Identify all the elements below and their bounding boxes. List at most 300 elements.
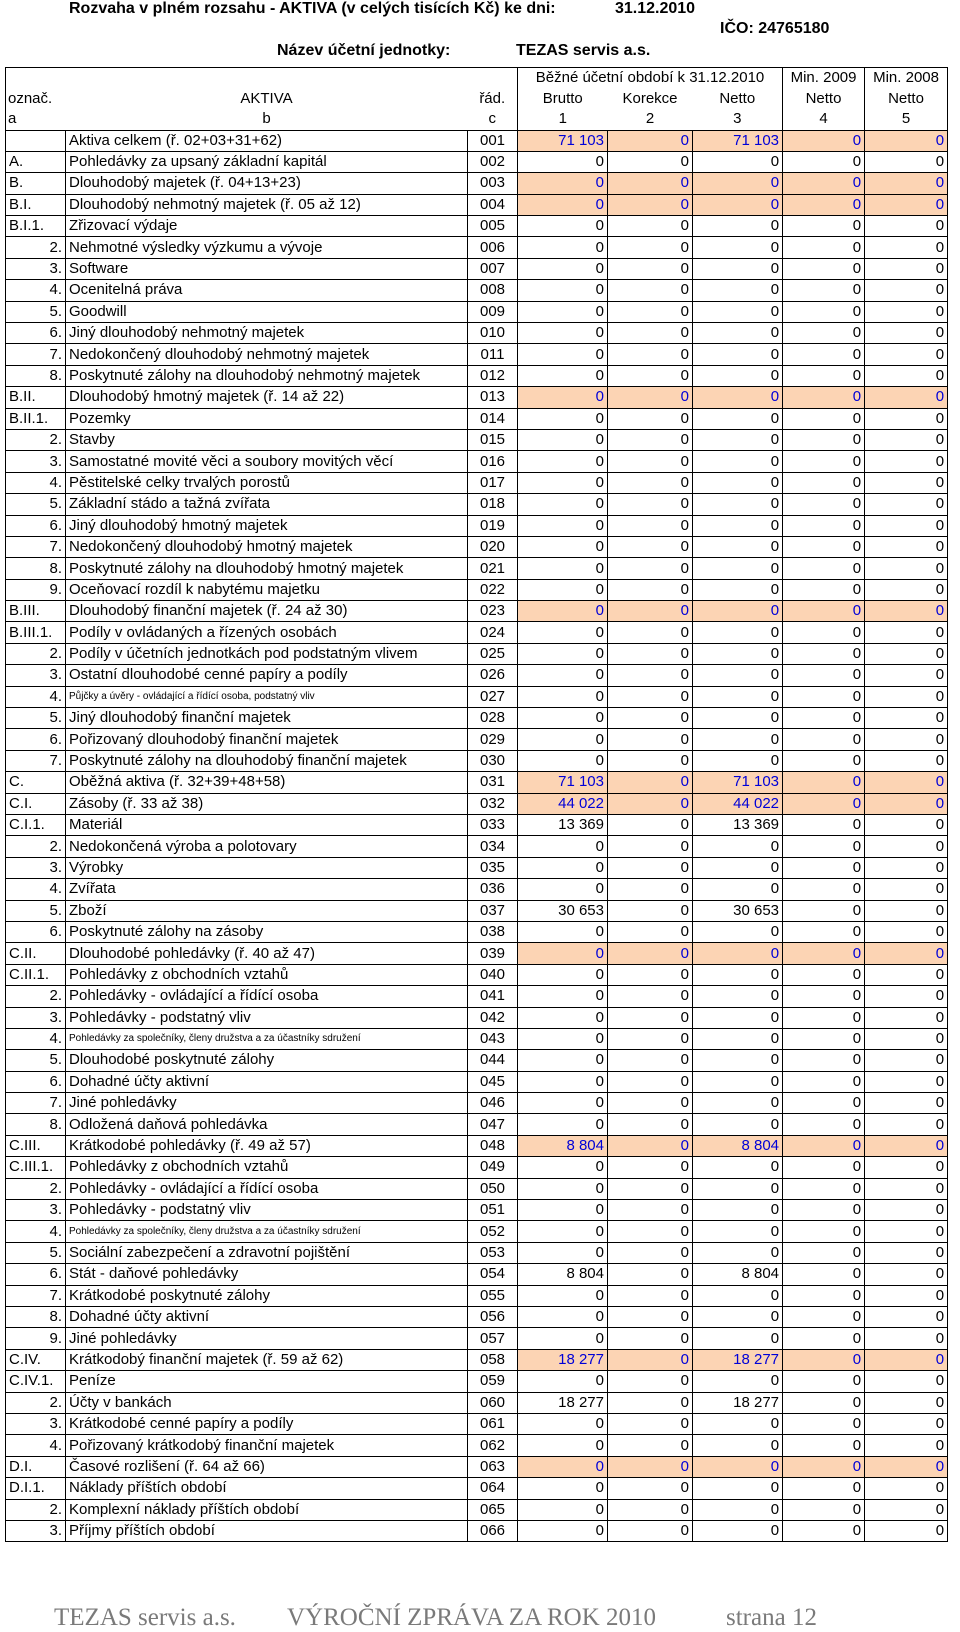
netto-2009-value: 0 (783, 836, 865, 857)
netto-2008-value: 0 (865, 750, 948, 771)
oznac-header: označ. (6, 89, 66, 110)
korekce-value: 0 (608, 708, 693, 729)
table-row (6, 857, 948, 878)
korekce-value: 0 (608, 964, 693, 985)
netto-2008-value: 0 (865, 1456, 948, 1477)
row-code: B.III. (6, 601, 66, 622)
netto-value: 0 (693, 750, 783, 771)
brutto-value: 0 (518, 258, 608, 279)
row-code: 5. (6, 494, 66, 515)
brutto-value: 8 804 (518, 1264, 608, 1285)
table-row (6, 986, 948, 1007)
row-code: 2. (6, 1178, 66, 1199)
row-number: 009 (468, 301, 518, 322)
korekce-value: 0 (608, 1028, 693, 1049)
table-row (6, 1371, 948, 1392)
netto-value: 0 (693, 1221, 783, 1242)
row-name: Pozemky (66, 408, 468, 429)
brutto-value: 0 (518, 1413, 608, 1434)
row-name: Dohadné účty aktivní (66, 1306, 468, 1327)
netto-value: 18 277 (693, 1392, 783, 1413)
netto-2009-value: 0 (783, 558, 865, 579)
brutto-value: 0 (518, 194, 608, 215)
korekce-value: 0 (608, 1499, 693, 1520)
row-name: Podíly v účetních jednotkách pod podstatným vlivem (66, 643, 468, 664)
korekce-value: 0 (608, 1349, 693, 1370)
row-number: 020 (468, 536, 518, 557)
brutto-value: 0 (518, 429, 608, 450)
row-code: 6. (6, 729, 66, 750)
netto-value: 0 (693, 836, 783, 857)
netto-2008-value: 0 (865, 173, 948, 194)
row-name: Pohledávky z obchodních vztahů (66, 964, 468, 985)
row-code (6, 130, 66, 151)
netto-2008-value: 0 (865, 1435, 948, 1456)
row-name: Pěstitelské celky trvalých porostů (66, 472, 468, 493)
netto-2008-value: 0 (865, 729, 948, 750)
korekce-value: 0 (608, 1221, 693, 1242)
row-code: C.I. (6, 793, 66, 814)
row-name: Materiál (66, 815, 468, 836)
brutto-value: 0 (518, 750, 608, 771)
table-row (6, 451, 948, 472)
brutto-value: 0 (518, 601, 608, 622)
brutto-value: 0 (518, 301, 608, 322)
row-name: Náklady příštích období (66, 1478, 468, 1499)
brutto-value: 0 (518, 1200, 608, 1221)
brutto-value: 0 (518, 536, 608, 557)
korekce-value: 0 (608, 1007, 693, 1028)
korekce-value: 0 (608, 173, 693, 194)
brutto-value: 0 (518, 1050, 608, 1071)
brutto-header: Brutto (542, 89, 583, 107)
row-number: 029 (468, 729, 518, 750)
row-name: Pořizovaný dlouhodobý finanční majetek (66, 729, 468, 750)
korekce-value: 0 (608, 793, 693, 814)
row-name: Časové rozlišení (ř. 64 až 66) (66, 1456, 468, 1477)
row-number: 035 (468, 857, 518, 878)
row-code: 5. (6, 1050, 66, 1071)
netto-value: 0 (693, 943, 783, 964)
row-name: Nedokončený dlouhodobý nehmotný majetek (66, 344, 468, 365)
netto-2009-value: 0 (783, 408, 865, 429)
row-code: 3. (6, 1413, 66, 1434)
netto-2008-value: 0 (865, 579, 948, 600)
table-row (6, 601, 948, 622)
table-row (6, 1093, 948, 1114)
row-code: 3. (6, 857, 66, 878)
netto-2008-value: 0 (865, 1306, 948, 1327)
row-name: Pohledávky - ovládající a řídící osoba (66, 986, 468, 1007)
netto-2008-value: 0 (865, 258, 948, 279)
brutto-value: 0 (518, 323, 608, 344)
netto-2008-value: 0 (865, 836, 948, 857)
korekce-value: 0 (608, 943, 693, 964)
korekce-value: 0 (608, 665, 693, 686)
row-number: 055 (468, 1285, 518, 1306)
row-code: 2. (6, 237, 66, 258)
row-code: C.IV.1. (6, 1371, 66, 1392)
row-number: 061 (468, 1413, 518, 1434)
table-row (6, 1114, 948, 1135)
row-code: 8. (6, 365, 66, 386)
row-number: 014 (468, 408, 518, 429)
brutto-value: 0 (518, 1028, 608, 1049)
netto-2008-value: 0 (865, 879, 948, 900)
netto-2009-value: 0 (783, 258, 865, 279)
netto-2009-value: 0 (783, 151, 865, 172)
table-row (6, 815, 948, 836)
row-code: 5. (6, 708, 66, 729)
brutto-value: 0 (518, 1157, 608, 1178)
row-number: 022 (468, 579, 518, 600)
table-row (6, 194, 948, 215)
netto-2008-value: 0 (865, 451, 948, 472)
header-row-names (6, 89, 948, 110)
netto-value: 0 (693, 1435, 783, 1456)
table-row (6, 686, 948, 707)
row-code: 6. (6, 1071, 66, 1092)
row-name: Zřizovací výdaje (66, 216, 468, 237)
netto-2008-value: 0 (865, 1050, 948, 1071)
row-number: 037 (468, 900, 518, 921)
netto-2009-value: 0 (783, 772, 865, 793)
brutto-value: 0 (518, 1093, 608, 1114)
korekce-value: 0 (608, 194, 693, 215)
table-row (6, 579, 948, 600)
netto-2009-value: 0 (783, 515, 865, 536)
table-row (6, 1349, 948, 1370)
min2008-header: Min. 2008 (865, 68, 948, 89)
row-number: 025 (468, 643, 518, 664)
netto-2009-value: 0 (783, 237, 865, 258)
netto-2009-value: 0 (783, 1093, 865, 1114)
netto-2009-value: 0 (783, 900, 865, 921)
brutto-value: 30 653 (518, 900, 608, 921)
korekce-value: 0 (608, 579, 693, 600)
brutto-value: 0 (518, 836, 608, 857)
table-row (6, 1499, 948, 1520)
row-code: A. (6, 151, 66, 172)
netto-2009-value: 0 (783, 1221, 865, 1242)
table-row (6, 1456, 948, 1477)
netto-value: 0 (693, 173, 783, 194)
korekce-value: 0 (608, 1157, 693, 1178)
row-number: 030 (468, 750, 518, 771)
brutto-value: 0 (518, 280, 608, 301)
report-date: 31.12.2010 (615, 0, 696, 17)
netto-value: 8 804 (693, 1264, 783, 1285)
netto-value: 0 (693, 301, 783, 322)
netto-2008-value: 0 (865, 365, 948, 386)
brutto-value: 0 (518, 1435, 608, 1456)
brutto-value: 0 (518, 237, 608, 258)
netto-value: 0 (693, 857, 783, 878)
netto-2009-value: 0 (783, 1306, 865, 1327)
netto-2008-value: 0 (865, 387, 948, 408)
brutto-value: 0 (518, 365, 608, 386)
netto-2008-value: 0 (865, 216, 948, 237)
netto-2009-value: 0 (783, 1435, 865, 1456)
table-row (6, 216, 948, 237)
table-row (6, 472, 948, 493)
netto-2008-value: 0 (865, 408, 948, 429)
netto-2009-value: 0 (783, 964, 865, 985)
row-code: 5. (6, 301, 66, 322)
row-code: 9. (6, 579, 66, 600)
row-name: Pohledávky za společníky, členy družstva a za účastníky sdružení (66, 1221, 468, 1242)
korekce-value: 0 (608, 686, 693, 707)
row-number: 010 (468, 323, 518, 344)
netto-header: Netto (693, 89, 783, 110)
row-code: 5. (6, 1242, 66, 1263)
table-row (6, 729, 948, 750)
brutto-value: 0 (518, 622, 608, 643)
netto-2009-value: 0 (783, 472, 865, 493)
netto-2009-value: 0 (783, 1456, 865, 1477)
row-number: 046 (468, 1093, 518, 1114)
korekce-value: 0 (608, 1413, 693, 1434)
row-number: 023 (468, 601, 518, 622)
korekce-value: 0 (608, 857, 693, 878)
row-name: Jiný dlouhodobý nehmotný majetek (66, 323, 468, 344)
table-row (6, 836, 948, 857)
unit-name: TEZAS servis a.s. (516, 42, 651, 59)
netto-2009-value: 0 (783, 173, 865, 194)
netto-2008-value: 0 (865, 494, 948, 515)
brutto-value: 0 (518, 494, 608, 515)
row-name: Dlouhodobý nehmotný majetek (ř. 05 až 12) (66, 194, 468, 215)
korekce-value: 0 (608, 258, 693, 279)
korekce-value: 0 (608, 494, 693, 515)
netto-2008-value: 0 (865, 857, 948, 878)
netto-2009-value: 0 (783, 323, 865, 344)
row-name: Komplexní náklady příštích období (66, 1499, 468, 1520)
row-number: 024 (468, 622, 518, 643)
brutto-value: 71 103 (518, 772, 608, 793)
netto-2009-value: 0 (783, 1520, 865, 1541)
row-name: Základní stádo a tažná zvířata (66, 494, 468, 515)
row-name: Účty v bankách (66, 1392, 468, 1413)
table-row (6, 173, 948, 194)
netto-value: 0 (693, 665, 783, 686)
row-number: 019 (468, 515, 518, 536)
row-code: C.III. (6, 1135, 66, 1156)
ico-label: IČO: 24765180 (720, 20, 830, 37)
netto-value: 0 (693, 1050, 783, 1071)
row-number: 008 (468, 280, 518, 301)
netto-2009-value: 0 (783, 986, 865, 1007)
row-name: Výrobky (66, 857, 468, 878)
row-number: 054 (468, 1264, 518, 1285)
brutto-value: 0 (518, 1007, 608, 1028)
brutto-value: 0 (518, 1285, 608, 1306)
row-name: Ostatní dlouhodobé cenné papíry a podíly (66, 665, 468, 686)
brutto-value: 0 (518, 879, 608, 900)
korekce-value: 0 (608, 836, 693, 857)
netto-value: 0 (693, 1328, 783, 1349)
korekce-value: 0 (608, 1135, 693, 1156)
korekce-value: 0 (608, 1285, 693, 1306)
netto-value: 0 (693, 280, 783, 301)
col-5-label: 5 (865, 109, 948, 130)
netto-2009-value: 0 (783, 536, 865, 557)
netto-2008-value: 0 (865, 772, 948, 793)
korekce-value: 0 (608, 900, 693, 921)
netto-2009-value: 0 (783, 815, 865, 836)
table-row (6, 323, 948, 344)
row-code: 7. (6, 1285, 66, 1306)
netto-2008-value: 0 (865, 686, 948, 707)
row-name: Zboží (66, 900, 468, 921)
table-row (6, 429, 948, 450)
netto-value: 0 (693, 558, 783, 579)
netto-value: 0 (693, 601, 783, 622)
netto-2009-value: 0 (783, 387, 865, 408)
table-row (6, 130, 948, 151)
netto-2009-value: 0 (783, 879, 865, 900)
netto-2009-value: 0 (783, 708, 865, 729)
table-row (6, 964, 948, 985)
row-name: Goodwill (66, 301, 468, 322)
table-row (6, 879, 948, 900)
netto-value: 0 (693, 258, 783, 279)
netto-2008-value: 0 (865, 900, 948, 921)
row-number: 045 (468, 1071, 518, 1092)
row-number: 016 (468, 451, 518, 472)
row-code: 4. (6, 280, 66, 301)
netto-2008-value: 0 (865, 1028, 948, 1049)
row-name: Stát - daňové pohledávky (66, 1264, 468, 1285)
table-row (6, 750, 948, 771)
korekce-value: 0 (608, 1392, 693, 1413)
korekce-value: 0 (608, 1456, 693, 1477)
netto-2008-value: 0 (865, 1093, 948, 1114)
korekce-value: 0 (608, 408, 693, 429)
korekce-value: 0 (608, 1200, 693, 1221)
header-row-index (6, 109, 948, 130)
netto-2008-value: 0 (865, 429, 948, 450)
korekce-value: 0 (608, 622, 693, 643)
korekce-value: 0 (608, 344, 693, 365)
row-code: 3. (6, 451, 66, 472)
netto-2008-value: 0 (865, 1114, 948, 1135)
table-row (6, 793, 948, 814)
brutto-value: 0 (518, 943, 608, 964)
netto-2008-value: 0 (865, 1264, 948, 1285)
netto-2008-value: 0 (865, 815, 948, 836)
brutto-value: 0 (518, 472, 608, 493)
brutto-value: 18 277 (518, 1392, 608, 1413)
row-code: 4. (6, 472, 66, 493)
netto-2008-value: 0 (865, 237, 948, 258)
brutto-value: 0 (518, 964, 608, 985)
brutto-value: 0 (518, 1456, 608, 1477)
row-code: 4. (6, 686, 66, 707)
row-number: 053 (468, 1242, 518, 1263)
netto-2009-value: 0 (783, 1264, 865, 1285)
row-number: 004 (468, 194, 518, 215)
row-number: 051 (468, 1200, 518, 1221)
row-code: 6. (6, 921, 66, 942)
netto-2008-value: 0 (865, 1200, 948, 1221)
row-name: Poskytnuté zálohy na dlouhodobý nehmotný majetek (66, 365, 468, 386)
netto-2009-value: 0 (783, 943, 865, 964)
korekce-value: 0 (608, 1242, 693, 1263)
netto-value: 0 (693, 237, 783, 258)
row-number: 064 (468, 1478, 518, 1499)
row-name: Jiné pohledávky (66, 1328, 468, 1349)
row-name: Pohledávky z obchodních vztahů (66, 1157, 468, 1178)
korekce-value: 0 (608, 772, 693, 793)
netto-2009-value: 0 (783, 429, 865, 450)
netto-2008-value: 0 (865, 643, 948, 664)
netto-value: 0 (693, 1178, 783, 1199)
table-row (6, 643, 948, 664)
korekce-value: 0 (608, 130, 693, 151)
table-row (6, 1392, 948, 1413)
row-code: 8. (6, 1306, 66, 1327)
netto-value: 0 (693, 408, 783, 429)
netto-value: 0 (693, 1285, 783, 1306)
row-number: 017 (468, 472, 518, 493)
netto-2009-value: 0 (783, 194, 865, 215)
brutto-value: 0 (518, 1499, 608, 1520)
korekce-value: 0 (608, 301, 693, 322)
row-code: 3. (6, 1520, 66, 1541)
netto-2009-value: 0 (783, 280, 865, 301)
netto-2009-value: 0 (783, 1328, 865, 1349)
row-number: 006 (468, 237, 518, 258)
table-row (6, 237, 948, 258)
table-row (6, 1328, 948, 1349)
row-number: 038 (468, 921, 518, 942)
netto-2009-value: 0 (783, 344, 865, 365)
netto-2009-value: 0 (783, 216, 865, 237)
row-code: 2. (6, 1499, 66, 1520)
netto-value: 0 (693, 1371, 783, 1392)
table-row (6, 1264, 948, 1285)
korekce-value: 0 (608, 451, 693, 472)
netto-2009-value: 0 (783, 130, 865, 151)
row-code: B. (6, 173, 66, 194)
brutto-value: 0 (518, 151, 608, 172)
netto-value: 0 (693, 1114, 783, 1135)
table-row (6, 1221, 948, 1242)
netto-value: 0 (693, 1478, 783, 1499)
netto-2008-value: 0 (865, 1242, 948, 1263)
row-number: 065 (468, 1499, 518, 1520)
netto-2008-value: 0 (865, 943, 948, 964)
netto-value: 44 022 (693, 793, 783, 814)
brutto-value: 0 (518, 1328, 608, 1349)
table-row (6, 1135, 948, 1156)
row-code: 6. (6, 1264, 66, 1285)
row-name: Podíly v ovládaných a řízených osobách (66, 622, 468, 643)
row-code: C.II.1. (6, 964, 66, 985)
netto-value: 0 (693, 622, 783, 643)
korekce-value: 0 (608, 558, 693, 579)
table-row (6, 494, 948, 515)
balance-sheet-table (5, 67, 948, 1542)
row-number: 066 (468, 1520, 518, 1541)
footer-company: TEZAS servis a.s. (54, 1604, 236, 1631)
row-number: 062 (468, 1435, 518, 1456)
brutto-value: 44 022 (518, 793, 608, 814)
table-row (6, 1050, 948, 1071)
table-row (6, 1178, 948, 1199)
row-code: 7. (6, 536, 66, 557)
